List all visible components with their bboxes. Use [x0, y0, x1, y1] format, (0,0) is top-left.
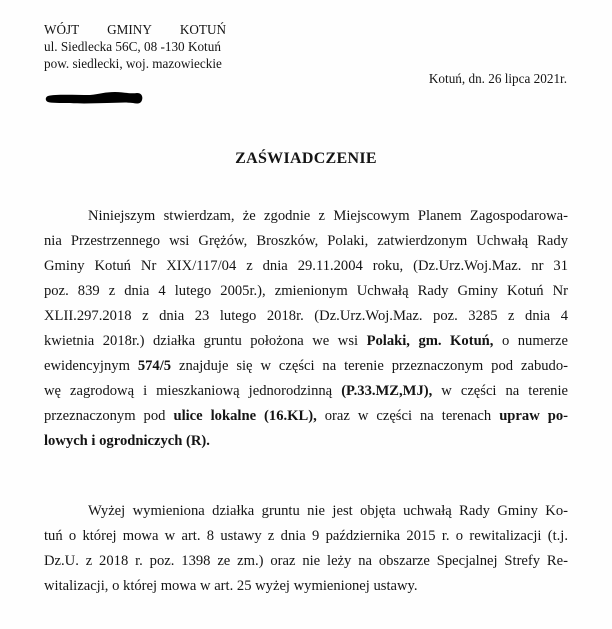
- issuer-header: [44, 21, 226, 72]
- bold-text: upraw po-: [499, 408, 569, 424]
- text-line: [44, 258, 568, 278]
- text-segment: kwietnia 2018r.) działka gruntu położona we wsi: [44, 333, 367, 349]
- text-segment: Niniejszym stwierdzam, że zgodnie z Miejscowym Planem Zagospodarowa-: [88, 208, 568, 224]
- redaction-mark: [45, 91, 143, 105]
- text-line: [88, 208, 568, 228]
- document-title: ZAŚWIADCZENIE: [235, 150, 377, 167]
- issuer-region: pow. siedlecki, woj. mazowieckie: [44, 56, 222, 71]
- issuer-word: WÓJT: [44, 22, 80, 37]
- bold-text: Polaki, gm. Kotuń,: [366, 333, 494, 349]
- text-segment: wę zagrodową i mieszkaniową jednorodzinną: [44, 383, 342, 399]
- text-segment: ewidencyjnym: [44, 358, 138, 374]
- text-line: [44, 433, 568, 453]
- text-segment: Dz.U. z 2018 r. poz. 1398 ze zm.) oraz nie leży na obszarze Specjalnej Strefy Re-: [44, 553, 568, 569]
- text-line: [88, 503, 568, 523]
- issuer-office: [44, 21, 226, 38]
- text-segment: nia Przestrzennego wsi Grężów, Broszków, Polaki, zatwierdzonym Uchwałą Rady: [44, 233, 568, 249]
- text-segment: poz. 839 z dnia 4 lutego 2005r.), zmienionym Uchwałą Rady Gminy Kotuń Nr: [44, 283, 568, 299]
- text-segment: tuń o której mowa w art. 8 ustawy z dnia 9 października 2015 r. o rewitalizacji (t.j.: [44, 528, 568, 544]
- issuer-address: ul. Siedlecka 56C, 08 -130 Kotuń: [44, 39, 221, 54]
- issue-date: Kotuń, dn. 26 lipca 2021r.: [428, 71, 567, 86]
- bold-text: (P.33.MZ,MJ),: [341, 383, 433, 399]
- text-line: [44, 333, 568, 353]
- bold-text: ulice lokalne (16.KL),: [173, 408, 317, 424]
- text-segment: o numerze: [493, 333, 568, 349]
- text-line: [44, 283, 568, 303]
- bold-text: lowych i ogrodniczych (R).: [44, 433, 210, 449]
- text-segment: Wyżej wymieniona działka gruntu nie jest objęta uchwałą Rady Gminy Ko-: [88, 503, 568, 519]
- bold-text: 574/5: [137, 358, 172, 374]
- text-line: [44, 528, 568, 548]
- text-line: [44, 358, 568, 378]
- text-line: [44, 408, 568, 428]
- text-segment: Gminy Kotuń Nr XIX/117/04 z dnia 29.11.2004 roku, (Dz.Urz.Woj.Maz. nr 31: [44, 258, 568, 274]
- issuer-word: KOTUŃ: [179, 22, 226, 37]
- text-segment: znajduje się w części na terenie przeznaczonym pod zabudo-: [171, 358, 568, 374]
- text-segment: witalizacji, o której mowa w art. 25 wyżej wymienionej ustawy.: [44, 578, 418, 594]
- text-segment: w części na terenie: [432, 383, 569, 399]
- text-line: [44, 553, 568, 573]
- text-segment: XLII.297.2018 z dnia 23 lutego 2018r. (Dz.Urz.Woj.Maz. poz. 3285 z dnia 4: [44, 308, 568, 324]
- text-line: [44, 578, 568, 598]
- text-line: [44, 233, 568, 253]
- text-segment: oraz w części na terenach: [316, 408, 500, 424]
- text-line: [44, 383, 568, 403]
- text-line: [44, 308, 568, 328]
- text-segment: przeznaczonym pod: [44, 408, 174, 424]
- issuer-word: GMINY: [107, 22, 152, 37]
